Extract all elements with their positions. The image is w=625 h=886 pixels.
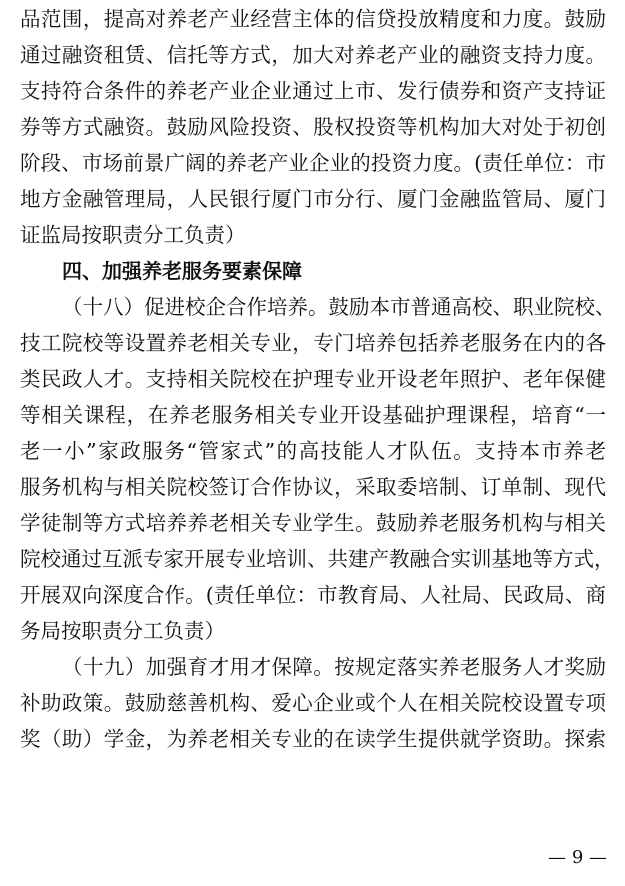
body-text-line: 开展双向深度合作。(责任单位：市教育局、人社局、民政局、商: [20, 583, 606, 607]
page-number: — 9 —: [548, 847, 607, 868]
body-text-line: 补助政策。鼓励慈善机构、爱心企业或个人在相关院校设置专项: [20, 691, 606, 715]
section-heading: 四、加强养老服务要素保障: [62, 259, 302, 283]
body-text-line: 券等方式融资。鼓励风险投资、股权投资等机构加大对处于初创: [20, 115, 606, 139]
paragraph-first-line: （十八）促进校企合作培养。鼓励本市普通高校、职业院校、: [62, 295, 616, 319]
body-text-line: 院校通过互派专家开展专业培训、共建产教融合实训基地等方式，: [20, 547, 615, 571]
body-text-line: 通过融资租赁、信托等方式，加大对养老产业的融资支持力度。: [20, 43, 606, 67]
body-text-line: 老一小”家政服务“管家式”的高技能人才队伍。支持本市养老: [20, 439, 606, 463]
body-text-line: 地方金融管理局，人民银行厦门市分行、厦门金融监管局、厦门: [20, 187, 606, 211]
body-text-line: 务局按职责分工负责）: [20, 619, 225, 643]
body-text-line: 服务机构与相关院校签订合作协议，采取委培制、订单制、现代: [20, 475, 606, 499]
body-text-line: 学徒制等方式培养养老相关专业学生。鼓励养老服务机构与相关: [20, 511, 606, 535]
body-text-line: 类民政人才。支持相关院校在护理专业开设老年照护、老年保健: [20, 367, 606, 391]
body-text-line: 等相关课程，在养老服务相关专业开设基础护理课程，培育“一: [20, 403, 606, 427]
body-text-line: 支持符合条件的养老产业企业通过上市、发行债券和资产支持证: [20, 79, 606, 103]
body-text-line: 阶段、市场前景广阔的养老产业企业的投资力度。(责任单位：市: [20, 151, 606, 175]
body-text-line: 技工院校等设置养老相关专业，专门培养包括养老服务在内的各: [20, 331, 606, 355]
body-text-line: 证监局按职责分工负责）: [20, 223, 246, 247]
paragraph-first-line: （十九）加强育才用才保障。按规定落实养老服务人才奖励: [62, 655, 606, 679]
body-text-line: 品范围，提高对养老产业经营主体的信贷投放精度和力度。鼓励: [20, 7, 606, 31]
body-text-line: 奖（助）学金，为养老相关专业的在读学生提供就学资助。探索: [20, 727, 606, 751]
